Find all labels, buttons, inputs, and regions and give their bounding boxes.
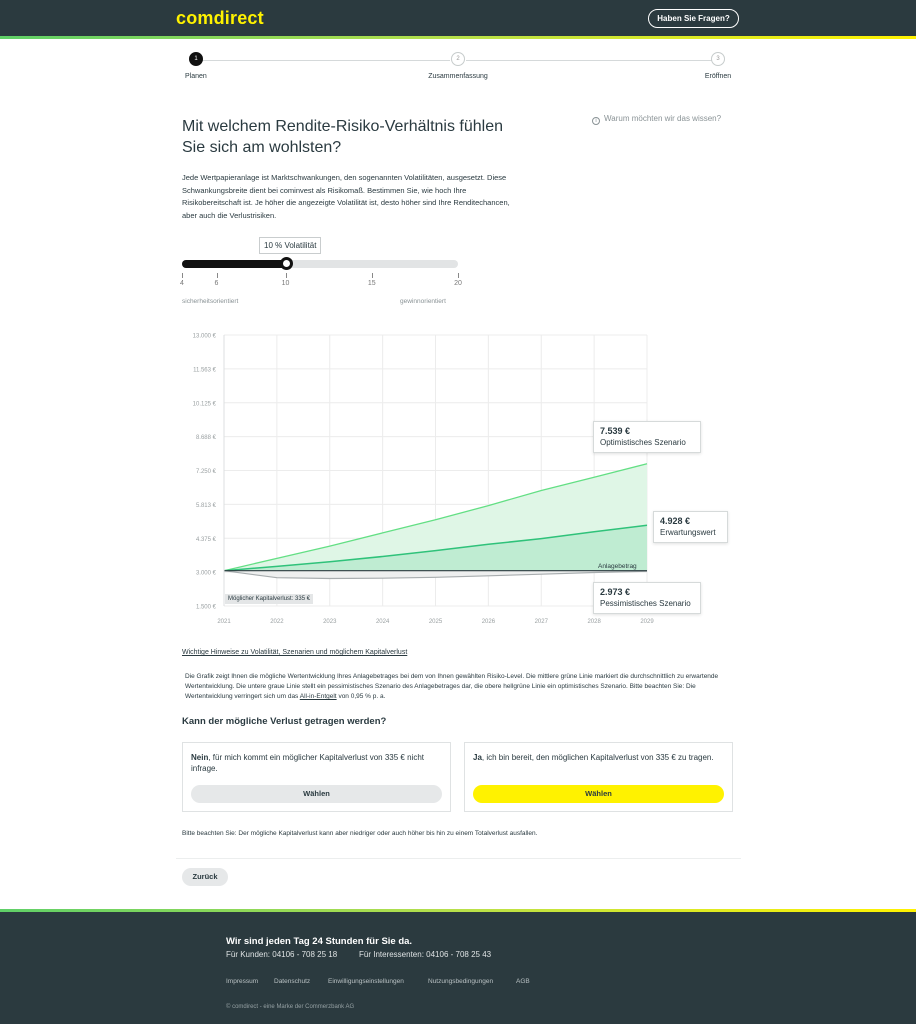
- slider-left-label: sicherheitsorientiert: [182, 298, 239, 305]
- stepper-line: [466, 60, 712, 61]
- y-tick-label: 3.000 €: [195, 570, 216, 577]
- slider-tick-label: 20: [454, 280, 462, 287]
- explanation-text: [185, 672, 725, 702]
- volatility-slider[interactable]: [182, 260, 458, 268]
- slider-tick-label: 15: [367, 280, 376, 287]
- divider: [176, 858, 741, 859]
- progress-stepper: [176, 52, 738, 86]
- step-number: 1: [189, 52, 203, 66]
- choice-no-lead: Nein: [191, 753, 209, 762]
- slider-tick-label: 4: [180, 280, 184, 287]
- x-tick-label: 2028: [587, 619, 601, 625]
- optimistic-value: 7.539 €: [600, 426, 631, 436]
- footer-title: Wir sind jeden Tag 24 Stunden für Sie da.: [226, 936, 413, 947]
- choice-yes-text: [473, 752, 724, 763]
- footer-link-datenschutz[interactable]: Datenschutz: [274, 978, 311, 985]
- choice-no-card: [182, 742, 451, 812]
- optimistic-callout: [593, 421, 701, 453]
- step-number: 3: [711, 52, 725, 66]
- slider-fill: [182, 260, 286, 268]
- pessimistic-value: 2.973 €: [600, 587, 631, 597]
- all-in-fee-link[interactable]: All-in-Entgelt: [299, 693, 337, 700]
- x-tick-label: 2022: [270, 619, 284, 625]
- header-accent-line: [0, 36, 916, 39]
- slider-thumb[interactable]: [280, 257, 293, 270]
- footer-link-agb[interactable]: AGB: [516, 978, 530, 985]
- pessimistic-callout: [593, 582, 701, 614]
- step-label: Planen: [185, 73, 207, 80]
- back-button[interactable]: Zurück: [182, 868, 228, 886]
- slider-tick: [217, 273, 218, 278]
- choose-yes-button[interactable]: Wählen: [473, 785, 724, 803]
- choice-yes-card: [464, 742, 733, 812]
- slider-tick: [286, 273, 287, 278]
- y-tick-label: 11.563 €: [193, 367, 216, 374]
- footer-link-einwilligung[interactable]: Einwilligungseinstellungen: [328, 978, 404, 985]
- step-eroeffnen: [698, 52, 738, 80]
- page-title: Mit welchem Rendite-Risiko-Verhältnis fühlen Sie sich am wohlsten?: [182, 118, 504, 156]
- expected-label: Erwartungswert: [660, 528, 716, 537]
- explanation-suffix: von 0,95 % p. a.: [338, 693, 386, 700]
- pessimistic-label: Pessimistisches Szenario: [600, 599, 691, 608]
- slider-tick-label: 10: [281, 280, 290, 287]
- slider-tick: [182, 273, 183, 278]
- info-icon: i: [592, 117, 600, 125]
- why-link[interactable]: [592, 114, 721, 125]
- expected-callout: [653, 511, 728, 543]
- choose-no-button[interactable]: Wählen: [191, 785, 442, 803]
- y-tick-label: 13.000 €: [192, 333, 216, 340]
- choice-no-body: , für mich kommt ein möglicher Kapitalverlust von 335 € nicht infrage.: [191, 753, 424, 773]
- why-link-label: Warum möchten wir das wissen?: [604, 114, 722, 123]
- choice-yes-body: , ich bin bereit, den möglichen Kapitalverlust von 335 € zu tragen.: [481, 753, 714, 762]
- baseline-label: Anlagebetrag: [598, 563, 637, 570]
- slider-tick-label: 6: [214, 280, 219, 287]
- explanation-body: Die Grafik zeigt Ihnen die mögliche Wertentwicklung Ihres Anlagebetrages bei dem von Ihnen gewählten Risiko-Level. Die mittlere grüne Linie markiert die durchschnittlich zu erwartende Wertentwicklung. Die untere graue Linie stellt ein pessimistisches Szenario des Anlagebetrages dar, die obere hellgrüne Linie ein optimistisches Szenario. Bitte beachten Sie: Die Wertentwicklung verringert sich um das: [185, 673, 719, 700]
- prospect-phone[interactable]: Für Interessenten: 04106 - 708 25 43: [359, 950, 492, 959]
- x-tick-label: 2023: [323, 619, 337, 625]
- optimistic-label: Optimistisches Szenario: [600, 438, 686, 447]
- y-tick-label: 4.375 €: [195, 536, 216, 543]
- footer: [0, 912, 916, 1024]
- x-tick-label: 2024: [375, 619, 390, 625]
- x-tick-label: 2026: [481, 619, 496, 625]
- intro-text: Jede Wertpapieranlage ist Marktschwankungen, den sogenannten Volatilitäten, ausgesetzt. Diese Schwankungsbreite dient bei cominvest als Risikomaß. Bestimmen Sie, wie hoch Ihre Risikobereitschaft ist. Je höher die angezeigte Volatilität ist, desto höher sind Ihre Renditechancen, aber auch die Verlustrisiken.: [182, 173, 510, 220]
- y-tick-label: 10.125 €: [192, 401, 216, 408]
- step-label: Eröffnen: [704, 73, 732, 80]
- loss-question: Kann der mögliche Verlust getragen werden?: [182, 716, 387, 727]
- x-tick-label: 2029: [640, 619, 654, 625]
- step-number: 2: [451, 52, 465, 66]
- hints-link[interactable]: Wichtige Hinweise zu Volatilität, Szenarien und möglichem Kapitalverlust: [182, 649, 408, 656]
- loss-tag: Möglicher Kapitalverlust: 335 €: [225, 594, 313, 604]
- help-button[interactable]: Haben Sie Fragen?: [648, 9, 739, 28]
- slider-tick: [458, 273, 459, 278]
- footer-link-impressum[interactable]: Impressum: [226, 978, 259, 985]
- slider-right-label: gewinnorientiert: [400, 298, 446, 305]
- y-tick-label: 1.500 €: [195, 604, 216, 611]
- choice-yes-lead: Ja: [473, 753, 482, 762]
- footer-link-nutzungsbedingungen[interactable]: Nutzungsbedingungen: [428, 978, 494, 985]
- copyright: © comdirect - eine Marke der Commerzbank AG: [226, 1004, 355, 1010]
- top-bar: [0, 0, 916, 36]
- step-planen: [176, 52, 216, 80]
- expected-value: 4.928 €: [660, 516, 691, 526]
- volatility-badge: 10 % Volatilität: [259, 237, 321, 254]
- y-tick-label: 8.688 €: [195, 435, 216, 442]
- total-loss-note: Bitte beachten Sie: Der mögliche Kapitalverlust kann aber niedriger oder auch höher bis hin zu einem Totalverlust ausfallen.: [182, 830, 538, 837]
- step-zusammenfassung: [418, 52, 498, 80]
- y-tick-label: 7.250 €: [195, 469, 216, 475]
- x-tick-label: 2021: [217, 619, 231, 625]
- stepper-line: [198, 60, 450, 61]
- x-tick-label: 2025: [428, 619, 443, 625]
- choice-no-text: [191, 752, 442, 774]
- comdirect-logo[interactable]: comdirect: [176, 8, 264, 28]
- step-label: Zusammenfassung: [428, 73, 488, 80]
- slider-tick: [372, 273, 373, 278]
- x-tick-label: 2027: [534, 619, 548, 625]
- y-tick-label: 5.813 €: [195, 502, 216, 509]
- customer-phone[interactable]: Für Kunden: 04106 - 708 25 18: [226, 950, 338, 959]
